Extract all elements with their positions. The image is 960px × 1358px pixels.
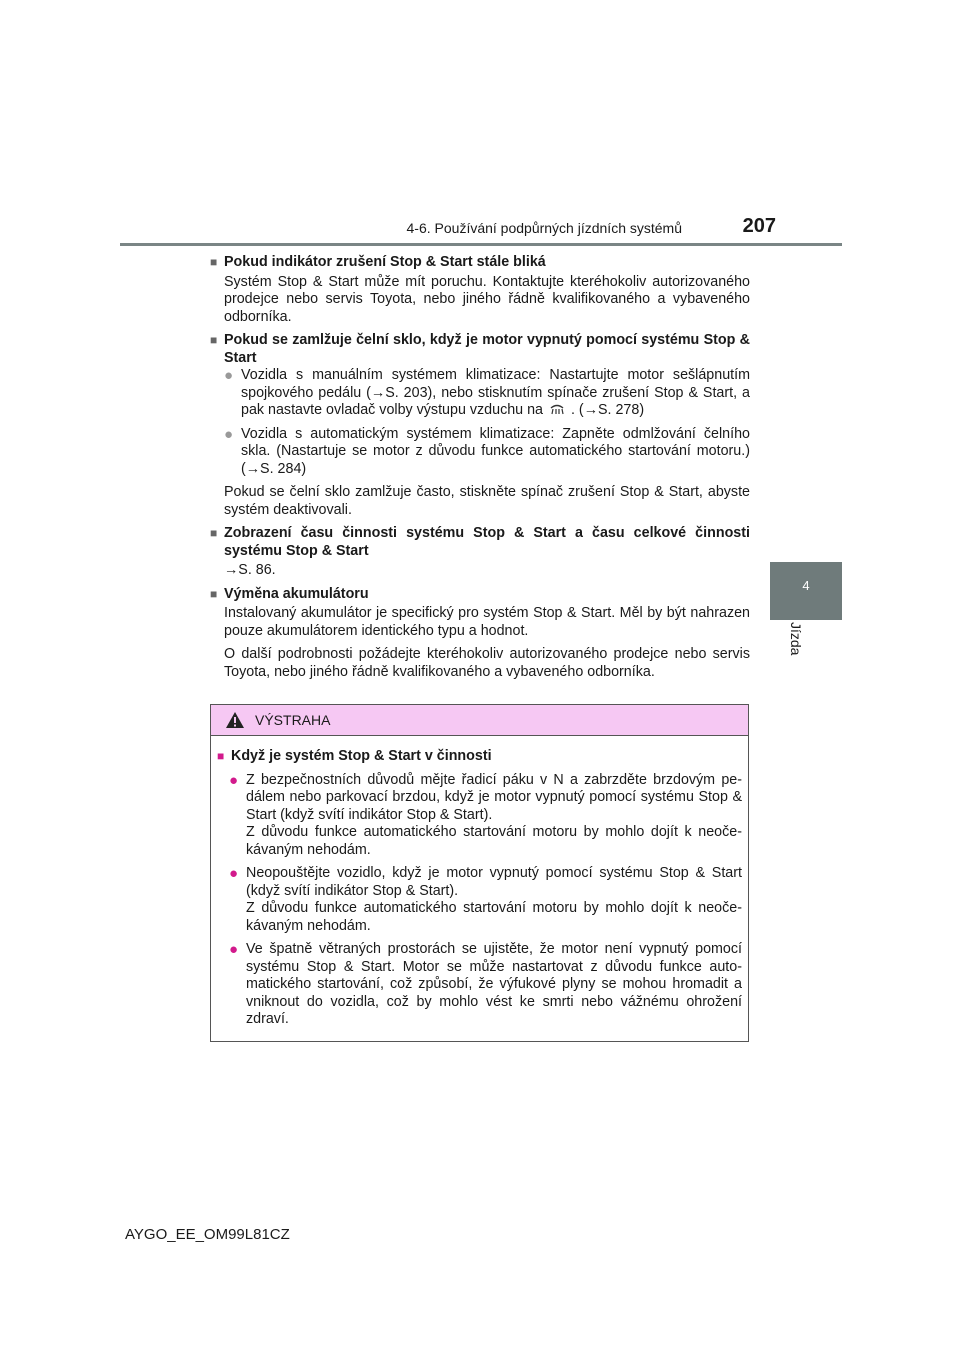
list-item [217, 772, 742, 860]
list-item [210, 367, 750, 420]
bullet-icon: ● [224, 425, 234, 443]
warning-body [211, 736, 748, 1029]
bullet-text: Z důvodu funkce automatického startování motoru by mohlo dojít k neočekávaným nehodám. [246, 824, 742, 858]
bullet-text: Ve špatně větraných prostorách se ujistěte, že motor není vypnutý pomocí systému Stop & Start. Motor se může nastartovat z důvodu funkce automatického startování, což způsobí, že výfukové plyny se mohou hromadit a vniknout do vozidla, což by mohlo vést ke smrti nebo vážnému ohrožení zdraví. [246, 941, 742, 1027]
bullet-text: Vozidla s manuálním systémem klimatizace: Nastartujte motor sešlápnutím spojkového pedálu (→S. 203), nebo stisknutím spínače zrušení Stop & Start, a pak nastavte ovladač volby výstupu vzduchu na [241, 367, 750, 418]
section-title: Pokud se zamlžuje čelní sklo, když je motor vypnutý pomocí systému Stop & Start [224, 332, 750, 366]
paragraph: Instalovaný akumulátor je specifický pro systém Stop & Start. Měl by být nahrazen pouze akumulátorem identického typu a hodnot. [224, 605, 750, 639]
warning-triangle-icon [225, 711, 245, 729]
paragraph: Pokud se čelní sklo zamlžuje často, stiskněte spínač zrušení Stop & Start, abyste systém deaktivovali. [224, 484, 750, 518]
section-marker-icon: ■ [210, 526, 218, 540]
section-blinking-indicator [210, 254, 750, 326]
section-marker-icon: ■ [217, 749, 225, 763]
warning-header [211, 705, 748, 736]
section-title: Zobrazení času činnosti systému Stop & Start a času celkové činnosti systému Stop & Start [224, 525, 750, 559]
page-number: 207 [742, 215, 776, 237]
section-title: Pokud indikátor zrušení Stop & Start stále bliká [224, 254, 546, 270]
section-marker-icon: ■ [210, 255, 218, 269]
section-marker-icon: ■ [210, 333, 218, 347]
section-windshield-fog [210, 332, 750, 519]
defroster-icon [549, 402, 565, 416]
bullet-text: Z důvodu funkce automatického startování motoru by mohlo dojít k neočekávaným nehodám. [246, 900, 742, 934]
section-battery-replacement [210, 586, 750, 682]
warning-title: Když je systém Stop & Start v činnosti [231, 748, 492, 764]
warning-box [210, 704, 749, 1042]
bullet-text: Vozidla s automatickým systémem klimatizace: Zapněte odmlžování čelního skla. (Nastartuje se motor z důvodu funkce automatického startování motoru.) (→S. 284) [241, 425, 750, 477]
section-title: Výměna akumulátoru [224, 585, 369, 602]
header-title: 4-6. Používání podpůrných jízdních systémů [406, 220, 682, 236]
section-marker-icon: ■ [210, 586, 218, 601]
bullet-icon: ● [229, 771, 239, 789]
bullet-text-end: . (→S. 278) [570, 402, 645, 418]
main-content [210, 254, 750, 687]
list-item [210, 426, 750, 479]
warning-label: VÝSTRAHA [255, 712, 331, 728]
paragraph: Systém Stop & Start může mít poruchu. Kontaktujte kteréhokoliv autorizovaného prodejce nebo servis Toyota, nebo jiného řádně kvalifikovaného a vybaveného odborníka. [224, 273, 750, 325]
chapter-tab [770, 562, 842, 620]
list-item [217, 865, 742, 935]
header-rule [120, 243, 842, 246]
list-item [217, 941, 742, 1029]
bullet-text: Neopouštějte vozidlo, když je motor vypnutý pomocí systému Stop & Start (když svítí indikátor Stop & Start). [246, 865, 742, 899]
bullet-icon: ● [224, 367, 234, 384]
section-operation-time [210, 525, 750, 580]
chapter-number: 4 [802, 578, 810, 593]
footer-code: AYGO_EE_OM99L81CZ [125, 1226, 290, 1243]
chapter-label: Jízda [788, 622, 804, 656]
paragraph: O další podrobnosti požádejte kteréhokoliv autorizovaného prodejce nebo servis Toyota, nebo jiného řádně kvalifikovaného a vybaveného odborníka. [224, 646, 750, 680]
bullet-icon: ● [229, 941, 239, 958]
bullet-text: Z bezpečnostních důvodů mějte řadicí páku v N a zabrzděte brzdovým pedálem nebo parkovací brzdou, když je motor vypnutý pomocí systému Stop & Start (když svítí indikátor Stop & Start). [246, 771, 742, 823]
bullet-icon: ● [229, 865, 239, 882]
page-reference: →S. 86. [224, 562, 276, 578]
